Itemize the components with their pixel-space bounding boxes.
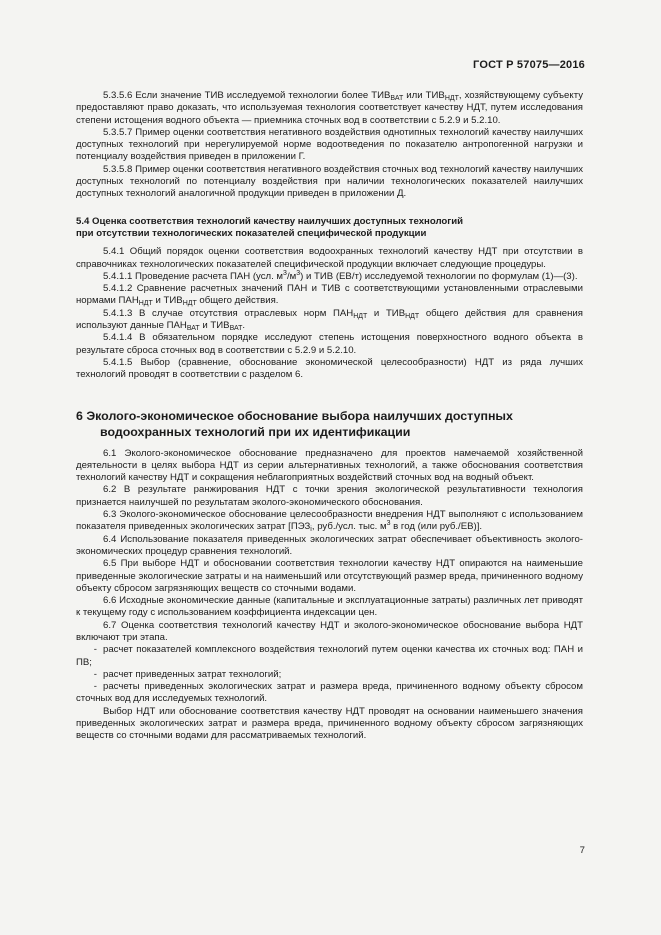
section-5-4-title-line-1: 5.4 Оценка соответствия технологий качеству наилучших доступных технологий	[76, 215, 464, 227]
paragraph-6-2: 6.2 В результате ранжирования НДТ с точки зрения экологической результативности технология признается наилучшей по результатам эколого-экономического обоснования.	[76, 484, 583, 508]
paragraph-5-3-5-8: 5.3.5.8 Пример оценки соответствия негативного воздействия сточных вод технологий качеству наилучших доступных технологий по потенциалу воздействия при наличии технологических показателей наилучших доступных технологий аналогичной продукции приведен в приложении Д.	[76, 163, 583, 200]
list-item: - расчеты приведенных экологических затрат и размера вреда, причиненного водному объекту сбросом сточных вод для исследуемых технологий.	[76, 681, 583, 705]
section-5-4-heading	[76, 216, 583, 241]
paragraph-6-5: 6.5 При выборе НДТ и обосновании соответствия технологии качеству НДТ опираются на наименьшие приведенные экологические затраты и на наименьший или отсутствующий размер вреда, причиненного водному объекту сбросом загрязняющих веществ со сточными водами.	[76, 558, 583, 594]
paragraph-6-4: 6.4 Использование показателя приведенных экологических затрат обеспечивает объективность эколого-экономических процедур сравнения технологий.	[76, 533, 583, 557]
paragraph-5-4-1-2: 5.4.1.2 Сравнение расчетных значений ПАН и ТИВ с соответствующими установленными отраслевыми нормами $ПАН_{НДТ}$ и $ТИВ_{НДТ}$ общего действия.	[76, 283, 583, 308]
paragraph-5-4-1-1: 5.4.1.1 Проведение расчета ПАН (усл. $м^3/м^3$) и ТИВ (ЕВ/т) исследуемой технологии по формулам (1)—(3).	[103, 269, 578, 282]
paragraph-5-4-1: 5.4.1 Общий порядок оценки соответствия водоохранных технологий качеству НДТ при отсутствии в справочниках технологических показателей специфической продукции включает следующие процедуры.	[76, 246, 583, 270]
paragraph-5-3-5-6: 5.3.5.6 Если значение ТИВ исследуемой технологии более $ТИВ_{ВАТ}$ или $ТИВ_{НДТ}$, хозяйствующему субъекту предоставляют право доказать, что используемая технология соответствует качеству НДТ, путем исследования степени истощения водного объекта — приемника сточных вод в соответствии с 5.2.9 и 5.2.10.	[76, 90, 583, 126]
standard-designation: ГОСТ Р 57075—2016	[473, 59, 585, 71]
paragraph-final: Выбор НДТ или обоснование соответствия качеству НДТ проводят на основании наименьшего значения приведенных экологических затрат и размера вреда, причиненного водному объекту сбросом загрязняющих веществ со сточными водами для рассматриваемых технологий.	[76, 705, 583, 742]
page-number: 7	[579, 845, 585, 856]
page-body	[76, 90, 583, 743]
paragraph-6-3: 6.3 Эколого-экономическое обоснование целесообразности внедрения НДТ выполняют с использованием показателя приведенных экологических затрат [$ПЭЗ_i$, руб./усл. тыс. $м^3$ в год (или руб./ЕВ)].	[76, 509, 583, 534]
section-6-title-line-1: 6 Эколого-экономическое обоснование выбора наилучших доступных	[76, 408, 513, 423]
paragraph-5-3-5-7: 5.3.5.7 Пример оценки соответствия негативного воздействия однотипных технологий качеству наилучших доступных технологий при нерегулируемой норме водоотведения по показателю антропогенной нагрузки и потенциалу воздействия приведен в приложении Г.	[76, 126, 583, 163]
paragraph-6-7: 6.7 Оценка соответствия технологий качеству НДТ и эколого-экономическое обоснование выбора НДТ включают три этапа.	[76, 619, 583, 643]
section-6-heading	[76, 408, 583, 440]
paragraph-6-6: 6.6 Исходные экономические данные (капитальные и эксплуатационные затраты) различных лет приводят к текущему году с использованием коэффициента индексации цен.	[76, 595, 583, 619]
list-item: - расчет приведенных затрат технологий;	[93, 668, 282, 680]
section-5-4-title-line-2: при отсутствии технологических показателей специфической продукции	[76, 227, 427, 239]
section-6-title-line-2: водоохранных технологий при их идентификации	[100, 424, 411, 439]
paragraph-5-4-1-4: 5.4.1.4 В обязательном порядке исследуют степень истощения поверхностного водного объекта в результате сброса сточных вод в соответствии с 5.2.9 и 5.2.10.	[76, 332, 583, 356]
paragraph-6-1: 6.1 Эколого-экономическое обоснование предназначено для проектов намечаемой хозяйственной деятельности в целях выбора НДТ из серии альтернативных технологий, а также обоснования соответствия технологий качеству НДТ и сокращения неблагоприятных воздействий сточных вод на водный объект.	[76, 447, 583, 484]
paragraph-5-4-1-3: 5.4.1.3 В случае отсутствия отраслевых норм $ПАН_{НДТ}$ и $ТИВ_{НДТ}$ общего действия для сравнения используют данные $ПАН_{ВАТ}$ и $ТИВ_{ВАТ}$.	[76, 307, 583, 333]
paragraph-5-4-1-5: 5.4.1.5 Выбор (сравнение, обоснование экономической целесообразности) НДТ из ряда лучших технологий проводят в соответствии с разделом 6.	[76, 356, 583, 381]
list-item: - расчет показателей комплексного воздействия технологий путем оценки качества их сточных вод: ПАН и ПВ;	[76, 644, 583, 668]
